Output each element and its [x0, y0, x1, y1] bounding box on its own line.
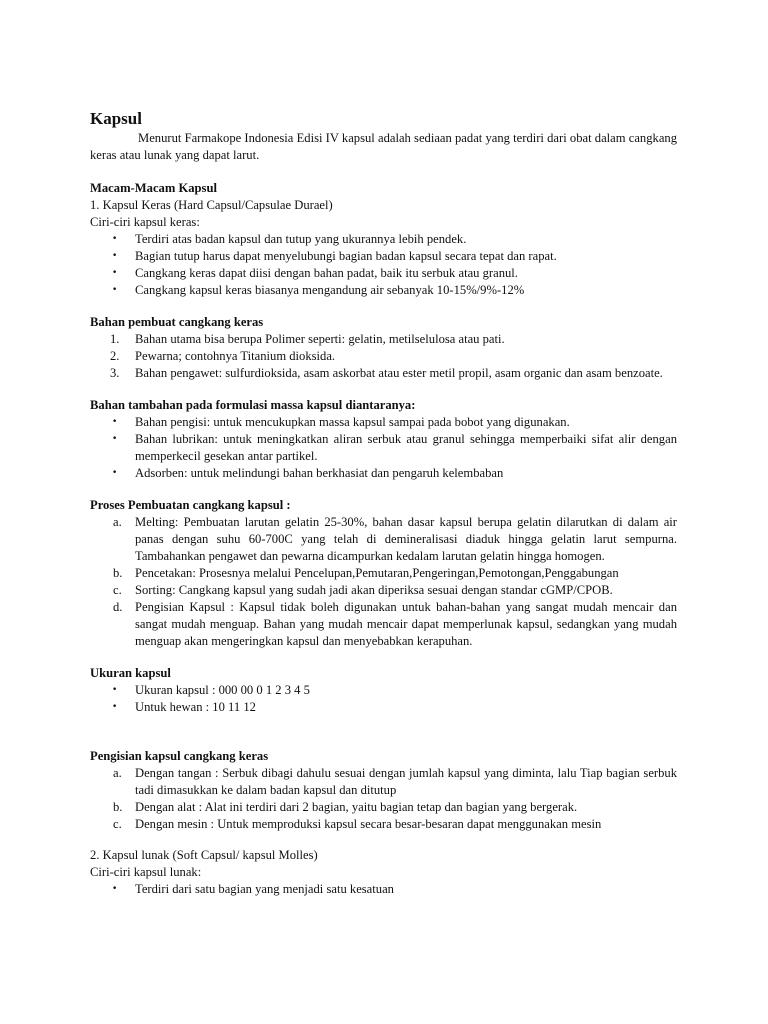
list-item — [90, 682, 677, 699]
pengisian-heading: Pengisian kapsul cangkang keras — [90, 749, 269, 763]
list-marker: 2. — [110, 349, 120, 363]
intro-paragraph: Menurut Farmakope Indonesia Edisi IV kapsul adalah sediaan padat yang terdiri dari obat dalam cangkang keras atau lunak yang dapat larut. — [90, 131, 677, 162]
list-item-text: Bahan utama bisa berupa Polimer seperti: gelatin, metilselulosa atau pati. — [135, 332, 505, 346]
list-marker: a. — [113, 515, 122, 529]
list-item — [90, 514, 677, 565]
bahan-tambahan-heading: Bahan tambahan pada formulasi massa kapsul diantaranya: — [90, 398, 416, 412]
list-item-text: Dengan tangan : Serbuk dibagi dahulu sesuai dengan jumlah kapsul yang diminta, lalu Tiap bagian serbuk tadi dimasukkan ke dalam badan kapsul dan ditutup — [135, 766, 677, 797]
list-item-text: Bahan pengawet: sulfurdioksida, asam askorbat atau ester metil propil, asam organic dan asam benzoate. — [135, 366, 663, 380]
list-item-text: Melting: Pembuatan larutan gelatin 25-30%, bahan dasar kapsul berupa gelatin dilarutkan di dalam air panas dengan suhu 60-700C yang telah di demineralisasi diaduk hingga gelatin larut sempurna. Tambahankan pengawet dan pewarna dicampurkan kedalam larutan gelatin hingga homogen. — [135, 515, 677, 563]
list-item — [90, 765, 677, 799]
list-item — [90, 565, 677, 582]
list-item — [90, 414, 677, 431]
hard-capsule-ciri-label: Ciri-ciri kapsul keras: — [90, 215, 200, 229]
list-item — [90, 582, 677, 599]
bahan-pembuat-list — [90, 331, 677, 382]
list-item — [90, 365, 677, 382]
list-item-text: Untuk hewan : 10 11 12 — [135, 700, 256, 714]
ukuran-heading: Ukuran kapsul — [90, 666, 171, 680]
list-marker: a. — [113, 766, 122, 780]
list-marker: c. — [113, 583, 122, 597]
ukuran-list — [90, 682, 677, 716]
bullet-icon: • — [112, 285, 118, 295]
list-item-text: Adsorben: untuk melindungi bahan berkhasiat dan pengaruh kelembaban — [135, 466, 504, 480]
bullet-icon: • — [112, 251, 118, 261]
list-item — [90, 881, 677, 898]
bahan-tambahan-list — [90, 414, 677, 482]
list-item — [90, 799, 677, 816]
list-item — [90, 265, 677, 282]
list-item-text: Terdiri atas badan kapsul dan tutup yang ukurannya lebih pendek. — [135, 232, 467, 246]
list-item-text: Dengan mesin : Untuk memproduksi kapsul secara besar-besaran dapat menggunakan mesin — [135, 817, 602, 831]
list-item — [90, 816, 677, 833]
list-item-text: Pewarna; contohnya Titanium dioksida. — [135, 349, 336, 363]
list-marker: 3. — [110, 366, 120, 380]
list-item — [90, 282, 677, 299]
bullet-icon: • — [112, 268, 118, 278]
soft-capsule-ciri-label: Ciri-ciri kapsul lunak: — [90, 865, 202, 879]
list-marker: c. — [113, 817, 122, 831]
list-item-text: Sorting: Cangkang kapsul yang sudah jadi akan diperiksa sesuai dengan standar cGMP/CPOB. — [135, 583, 613, 597]
list-item-text: Bagian tutup harus dapat menyelubungi bagian badan kapsul secara tepat dan rapat. — [135, 249, 557, 263]
list-item — [90, 248, 677, 265]
pengisian-list — [90, 765, 677, 833]
soft-capsule-ciri-list — [90, 881, 677, 898]
list-item-text: Bahan pengisi: untuk mencukupkan massa kapsul sampai pada bobot yang digunakan. — [135, 415, 570, 429]
list-marker: d. — [113, 600, 123, 614]
list-item-text: Bahan lubrikan: untuk meningkatkan aliran serbuk atau granul sehingga memperbaiki sifat alir dengan memperkecil gesekan antar partikel. — [135, 432, 677, 463]
list-item-text: Dengan alat : Alat ini terdiri dari 2 bagian, yaitu bagian tetap dan bagian yang bergerak. — [135, 800, 578, 814]
list-item — [90, 348, 677, 365]
list-marker: b. — [113, 800, 123, 814]
hard-capsule-title: 1. Kapsul Keras (Hard Capsul/Capsulae Durael) — [90, 198, 333, 212]
bullet-icon: • — [112, 884, 118, 894]
hard-capsule-ciri-list — [90, 231, 677, 299]
page-title: Kapsul — [90, 109, 142, 128]
list-item — [90, 699, 677, 716]
list-marker: b. — [113, 566, 123, 580]
bahan-pembuat-heading: Bahan pembuat cangkang keras — [90, 315, 264, 329]
bullet-icon: • — [112, 685, 118, 695]
list-item-text: Pengisian Kapsul : Kapsul tidak boleh digunakan untuk bahan-bahan yang sangat mudah mencair dan sangat mudah menguap. Bahan yang mudah mencair dapat memperlunak kapsul, sedangkan yang mudah menguap akan mengeringkan kapsul dan menyebabkan kerapuhan. — [135, 600, 677, 648]
bullet-icon: • — [112, 234, 118, 244]
soft-capsule-title: 2. Kapsul lunak (Soft Capsul/ kapsul Molles) — [90, 848, 318, 862]
list-item — [90, 465, 677, 482]
list-item — [90, 431, 677, 465]
list-item-text: Ukuran kapsul : 000 00 0 1 2 3 4 5 — [135, 683, 310, 697]
bullet-icon: • — [112, 702, 118, 712]
list-item — [90, 331, 677, 348]
list-item — [90, 231, 677, 248]
document-content — [90, 108, 677, 898]
list-marker: 1. — [110, 332, 120, 346]
bullet-icon: • — [112, 468, 118, 478]
list-item-text: Cangkang kapsul keras biasanya mengandung air sebanyak 10-15%/9%-12% — [135, 283, 525, 297]
proses-heading: Proses Pembuatan cangkang kapsul : — [90, 498, 291, 512]
list-item-text: Cangkang keras dapat diisi dengan bahan padat, baik itu serbuk atau granul. — [135, 266, 518, 280]
list-item — [90, 599, 677, 650]
macam-heading: Macam-Macam Kapsul — [90, 181, 217, 195]
list-item-text: Pencetakan: Prosesnya melalui Pencelupan,Pemutaran,Pengeringan,Pemotongan,Penggabungan — [135, 566, 619, 580]
bullet-icon: • — [112, 417, 118, 427]
list-item-text: Terdiri dari satu bagian yang menjadi satu kesatuan — [135, 882, 394, 896]
bullet-icon: • — [112, 434, 118, 444]
proses-list — [90, 514, 677, 650]
